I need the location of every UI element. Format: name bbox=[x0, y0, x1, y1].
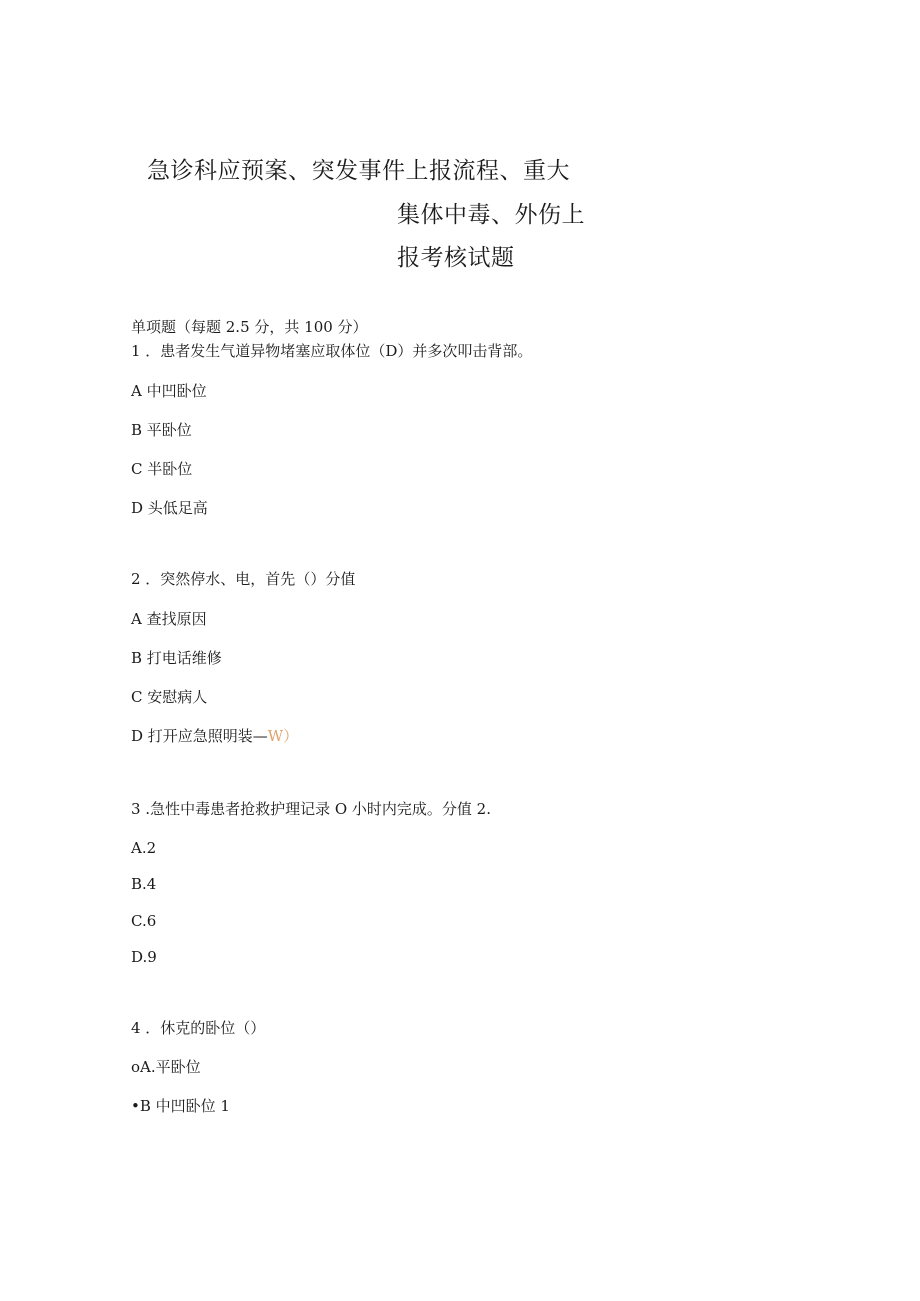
question-option: •B 中凹卧位 1 bbox=[131, 1097, 230, 1115]
question-option: B.4 bbox=[131, 875, 157, 893]
question-stem: 1 ．患者发生气道异物堵塞应取体位（D）并多次叩击背部。 bbox=[131, 342, 533, 360]
question-option: C 安慰病人 bbox=[131, 688, 208, 706]
question-stem: 2 ．突然停水、电，首先（）分值 bbox=[131, 570, 356, 588]
option-text: D 打开应急照明装— bbox=[131, 727, 268, 745]
section-header: 单项题（每题 2.5 分，共 100 分） bbox=[131, 318, 368, 336]
option-accent-text: W） bbox=[267, 727, 299, 745]
question-option: B 打电话维修 bbox=[131, 649, 222, 667]
document-title-line-1: 急诊科应预案、突发事件上报流程、重大 bbox=[147, 158, 570, 184]
question-option: C 半卧位 bbox=[131, 460, 193, 478]
question-option: A 查找原因 bbox=[131, 610, 207, 628]
question-stem: 3 .急性中毒患者抢救护理记录 O 小时内完成。分值 2. bbox=[131, 800, 491, 818]
question-option: A.2 bbox=[131, 839, 157, 857]
question-option bbox=[131, 729, 298, 744]
question-option: C.6 bbox=[131, 912, 157, 930]
question-option: D 头低足高 bbox=[131, 499, 208, 517]
question-stem: 4 ．休克的卧位（） bbox=[131, 1019, 266, 1037]
question-option: A 中凹卧位 bbox=[131, 382, 207, 400]
document-title-line-3: 报考核试题 bbox=[397, 245, 515, 271]
document-title-line-2: 集体中毒、外伤上 bbox=[397, 202, 585, 228]
question-option: D.9 bbox=[131, 948, 157, 966]
question-option: B 平卧位 bbox=[131, 421, 192, 439]
question-option: oA.平卧位 bbox=[131, 1058, 201, 1076]
